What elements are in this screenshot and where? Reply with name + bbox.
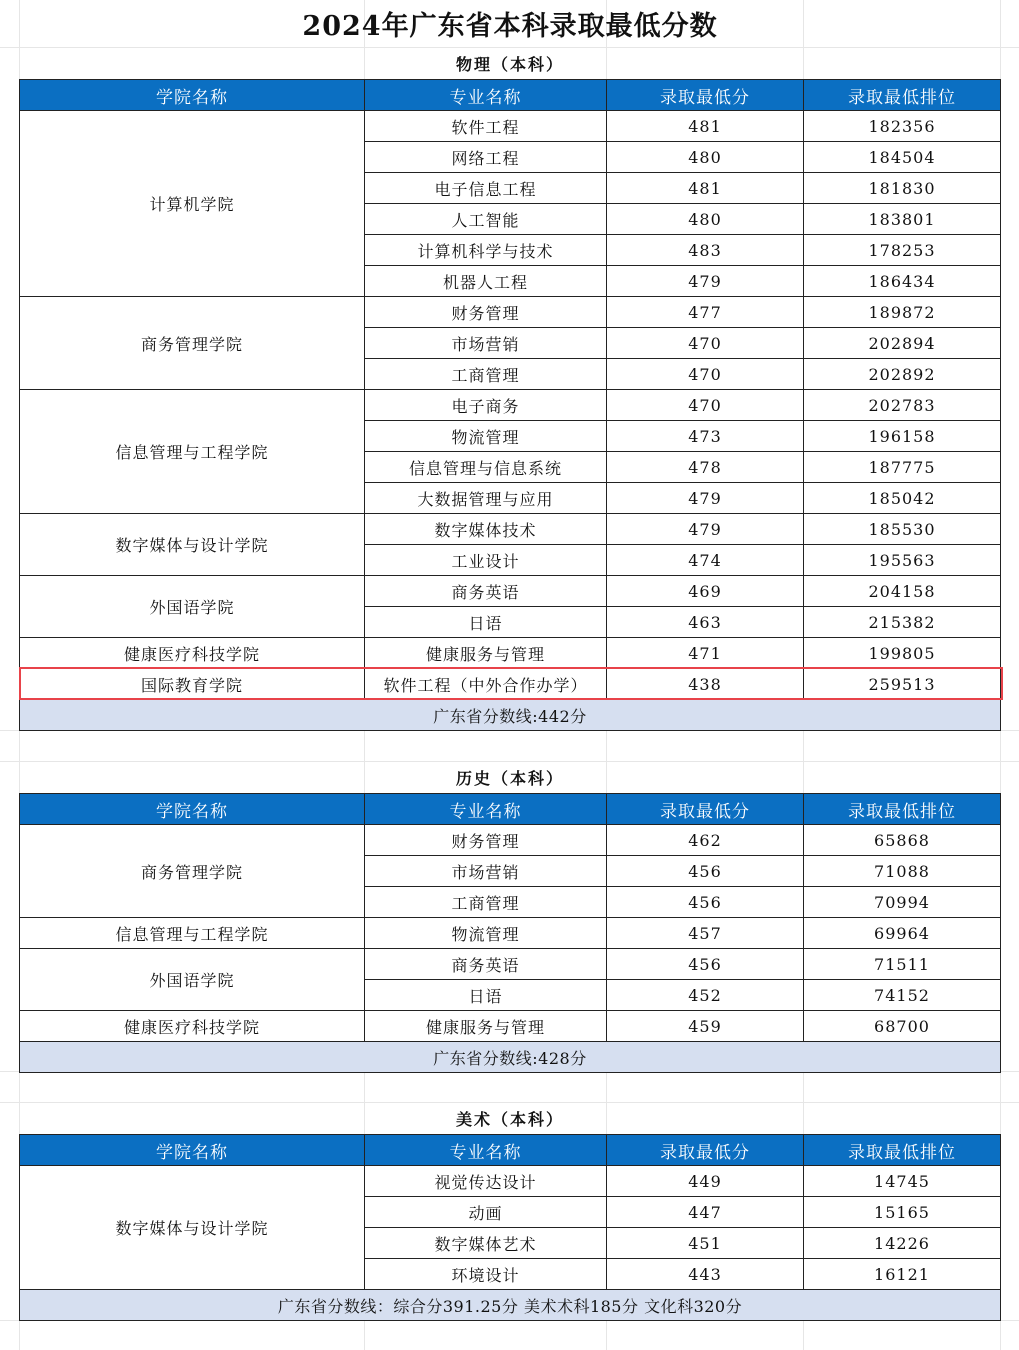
cell-college: 信息管理与工程学院	[20, 390, 365, 514]
cell-major: 数字媒体技术	[365, 514, 607, 545]
cell-min-rank: 187775	[804, 452, 1001, 483]
cell-min-score: 451	[607, 1228, 804, 1259]
cell-min-rank: 186434	[804, 266, 1001, 297]
cell-college: 商务管理学院	[20, 825, 365, 918]
cell-major: 环境设计	[365, 1259, 607, 1290]
cell-min-score: 470	[607, 390, 804, 421]
cell-major: 日语	[365, 607, 607, 638]
cell-min-rank: 195563	[804, 545, 1001, 576]
cell-min-score: 456	[607, 856, 804, 887]
cell-major: 电子信息工程	[365, 173, 607, 204]
cell-major: 视觉传达设计	[365, 1166, 607, 1197]
section-title-physics: 物理（本科）	[455, 55, 564, 74]
cell-min-score: 470	[607, 359, 804, 390]
table-body	[20, 111, 1001, 731]
cell-min-score: 457	[607, 918, 804, 949]
admission-table-history	[19, 793, 1001, 1073]
admission-table-physics	[19, 79, 1001, 731]
table-header-row	[20, 80, 1001, 111]
cell-college: 商务管理学院	[20, 297, 365, 390]
cell-major: 机器人工程	[365, 266, 607, 297]
province-cutoff-line: 广东省分数线:442分	[20, 700, 1001, 731]
header-min-rank: 录取最低排位	[804, 80, 1001, 111]
cell-min-rank: 196158	[804, 421, 1001, 452]
cell-min-rank: 70994	[804, 887, 1001, 918]
cell-min-rank: 16121	[804, 1259, 1001, 1290]
cell-college: 计算机学院	[20, 111, 365, 297]
table-header-row	[20, 794, 1001, 825]
table-header-row	[20, 1135, 1001, 1166]
header-major: 专业名称	[365, 794, 607, 825]
cell-min-score: 443	[607, 1259, 804, 1290]
cell-major: 人工智能	[365, 204, 607, 235]
cell-min-rank: 185530	[804, 514, 1001, 545]
cell-min-score: 477	[607, 297, 804, 328]
province-cutoff-line: 广东省分数线:428分	[20, 1042, 1001, 1073]
cell-min-rank: 74152	[804, 980, 1001, 1011]
cell-college: 数字媒体与设计学院	[20, 1166, 365, 1290]
cell-min-rank: 202894	[804, 328, 1001, 359]
cell-major: 工业设计	[365, 545, 607, 576]
cell-min-score: 449	[607, 1166, 804, 1197]
cell-min-rank: 65868	[804, 825, 1001, 856]
cell-major: 电子商务	[365, 390, 607, 421]
page-title: 2024年广东省本科录取最低分数	[302, 11, 718, 42]
table-body	[20, 1166, 1001, 1321]
table-row	[20, 514, 1001, 545]
cell-college: 信息管理与工程学院	[20, 918, 365, 949]
table-footer-row	[20, 1042, 1001, 1073]
cell-min-score: 456	[607, 949, 804, 980]
cell-min-score: 478	[607, 452, 804, 483]
cell-min-score: 479	[607, 266, 804, 297]
cell-min-score: 481	[607, 111, 804, 142]
cell-major: 信息管理与信息系统	[365, 452, 607, 483]
cell-major: 网络工程	[365, 142, 607, 173]
cell-major: 工商管理	[365, 359, 607, 390]
header-min-rank: 录取最低排位	[804, 1135, 1001, 1166]
cell-min-rank: 181830	[804, 173, 1001, 204]
cell-min-score: 479	[607, 483, 804, 514]
cell-min-score: 474	[607, 545, 804, 576]
cell-min-rank: 15165	[804, 1197, 1001, 1228]
cell-min-rank: 71511	[804, 949, 1001, 980]
cell-min-score: 470	[607, 328, 804, 359]
cell-college: 国际教育学院	[20, 669, 365, 700]
cell-min-rank: 14745	[804, 1166, 1001, 1197]
table-row	[20, 390, 1001, 421]
cell-major: 财务管理	[365, 825, 607, 856]
cell-min-score: 480	[607, 204, 804, 235]
table-row	[20, 1011, 1001, 1042]
cell-min-score: 473	[607, 421, 804, 452]
cell-college: 健康医疗科技学院	[20, 638, 365, 669]
cell-min-score: 438	[607, 669, 804, 700]
cell-major: 大数据管理与应用	[365, 483, 607, 514]
cell-major: 工商管理	[365, 887, 607, 918]
table-row	[20, 825, 1001, 856]
cell-min-score: 456	[607, 887, 804, 918]
header-college: 学院名称	[20, 794, 365, 825]
cell-min-score: 481	[607, 173, 804, 204]
cell-min-rank: 204158	[804, 576, 1001, 607]
cell-college: 数字媒体与设计学院	[20, 514, 365, 576]
header-min-score: 录取最低分	[607, 1135, 804, 1166]
cell-major: 数字媒体艺术	[365, 1228, 607, 1259]
header-major: 专业名称	[365, 80, 607, 111]
section-title-art: 美术（本科）	[455, 1110, 564, 1129]
header-min-rank: 录取最低排位	[804, 794, 1001, 825]
cell-min-rank: 178253	[804, 235, 1001, 266]
cell-major: 软件工程	[365, 111, 607, 142]
table-body	[20, 825, 1001, 1073]
cell-min-score: 459	[607, 1011, 804, 1042]
cell-major: 健康服务与管理	[365, 638, 607, 669]
cell-min-rank: 259513	[804, 669, 1001, 700]
cell-min-rank: 14226	[804, 1228, 1001, 1259]
cell-major: 物流管理	[365, 421, 607, 452]
cell-major: 市场营销	[365, 328, 607, 359]
cell-min-score: 469	[607, 576, 804, 607]
header-college: 学院名称	[20, 1135, 365, 1166]
cell-min-rank: 189872	[804, 297, 1001, 328]
table-footer-row	[20, 1290, 1001, 1321]
province-cutoff-line: 广东省分数线：综合分391.25分 美术术科185分 文化科320分	[20, 1290, 1001, 1321]
table-row	[20, 638, 1001, 669]
cell-min-score: 463	[607, 607, 804, 638]
cell-major: 商务英语	[365, 576, 607, 607]
cell-college: 外国语学院	[20, 949, 365, 1011]
cell-min-rank: 185042	[804, 483, 1001, 514]
header-min-score: 录取最低分	[607, 80, 804, 111]
cell-min-rank: 202783	[804, 390, 1001, 421]
cell-major: 计算机科学与技术	[365, 235, 607, 266]
cell-college: 健康医疗科技学院	[20, 1011, 365, 1042]
cell-min-rank: 215382	[804, 607, 1001, 638]
cell-major: 财务管理	[365, 297, 607, 328]
table-row	[20, 297, 1001, 328]
cell-major: 软件工程（中外合作办学）	[365, 669, 607, 700]
header-major: 专业名称	[365, 1135, 607, 1166]
cell-min-rank: 202892	[804, 359, 1001, 390]
cell-min-score: 480	[607, 142, 804, 173]
cell-min-rank: 183801	[804, 204, 1001, 235]
cell-min-score: 471	[607, 638, 804, 669]
cell-min-score: 462	[607, 825, 804, 856]
table-footer-row	[20, 700, 1001, 731]
table-row	[20, 576, 1001, 607]
cell-major: 市场营销	[365, 856, 607, 887]
cell-min-score: 452	[607, 980, 804, 1011]
cell-min-score: 479	[607, 514, 804, 545]
table-row	[20, 949, 1001, 980]
table-row	[20, 111, 1001, 142]
cell-min-rank: 199805	[804, 638, 1001, 669]
cell-college: 外国语学院	[20, 576, 365, 638]
cell-major: 动画	[365, 1197, 607, 1228]
cell-min-rank: 182356	[804, 111, 1001, 142]
table-row	[20, 669, 1001, 700]
table-row	[20, 1166, 1001, 1197]
cell-min-rank: 71088	[804, 856, 1001, 887]
cell-min-rank: 69964	[804, 918, 1001, 949]
cell-min-rank: 184504	[804, 142, 1001, 173]
cell-major: 物流管理	[365, 918, 607, 949]
cell-min-score: 447	[607, 1197, 804, 1228]
header-college: 学院名称	[20, 80, 365, 111]
section-title-history: 历史（本科）	[455, 769, 564, 788]
header-min-score: 录取最低分	[607, 794, 804, 825]
cell-min-score: 483	[607, 235, 804, 266]
cell-min-rank: 68700	[804, 1011, 1001, 1042]
cell-major: 健康服务与管理	[365, 1011, 607, 1042]
admission-table-art	[19, 1134, 1001, 1321]
cell-major: 日语	[365, 980, 607, 1011]
cell-major: 商务英语	[365, 949, 607, 980]
table-row	[20, 918, 1001, 949]
